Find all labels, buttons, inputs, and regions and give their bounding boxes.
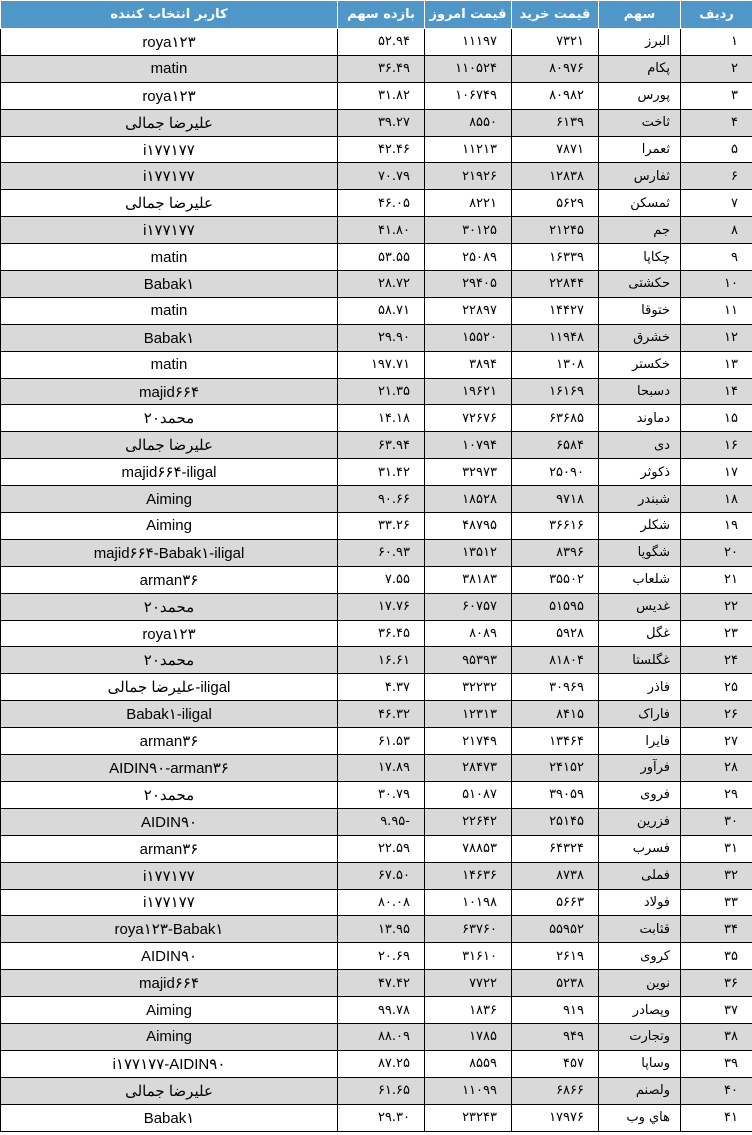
row-number-cell: ۴۰ (681, 1077, 752, 1104)
stock-name-cell: هاي وب (599, 1104, 681, 1131)
buy-price-cell: ۲۱۲۴۵ (512, 217, 599, 244)
row-number-cell: ۱۹ (681, 513, 752, 540)
today-price-cell: ۸۵۵۰ (425, 109, 512, 136)
table-row (1, 835, 752, 862)
table-row (1, 755, 752, 782)
buy-price-cell: ۵۹۲۸ (512, 620, 599, 647)
today-price-cell: ۶۰۷۵۷ (425, 593, 512, 620)
today-price-cell: ۷۲۶۷۶ (425, 405, 512, 432)
row-number-cell: ۲۶ (681, 701, 752, 728)
table-header (1, 1, 752, 29)
stock-name-cell: وپصادر (599, 997, 681, 1024)
row-number-cell: ۲۵ (681, 674, 752, 701)
selecting-user-cell: roya۱۲۳ (1, 82, 338, 109)
today-price-cell: ۱۵۵۲۰ (425, 324, 512, 351)
stock-yield-cell: ۶۱.۶۵ (338, 1077, 425, 1104)
table-row (1, 916, 752, 943)
table-row (1, 271, 752, 298)
stock-name-cell: جم (599, 217, 681, 244)
table-row (1, 889, 752, 916)
selecting-user-cell: arman۳۶ (1, 566, 338, 593)
stock-name-cell: فولاد (599, 889, 681, 916)
selecting-user-cell: محمد۲۰ (1, 781, 338, 808)
today-price-cell: ۱۸۳۶ (425, 997, 512, 1024)
stock-yield-cell: ۹۰.۶۶ (338, 486, 425, 513)
stock-name-cell: ثاخت (599, 109, 681, 136)
table-row (1, 970, 752, 997)
table-row (1, 190, 752, 217)
stock-name-cell: ولصنم (599, 1077, 681, 1104)
buy-price-cell: ۲۶۱۹ (512, 943, 599, 970)
today-price-cell: ۲۸۴۷۳ (425, 755, 512, 782)
buy-price-cell: ۱۱۹۴۸ (512, 324, 599, 351)
table-row (1, 566, 752, 593)
selecting-user-cell: Aiming (1, 997, 338, 1024)
today-price-cell: ۲۲۸۹۷ (425, 297, 512, 324)
table-row (1, 405, 752, 432)
selecting-user-cell: AIDIN۹۰ (1, 943, 338, 970)
today-price-cell: ۱۴۶۳۶ (425, 862, 512, 889)
table-row (1, 297, 752, 324)
table-row (1, 432, 752, 459)
table-row (1, 217, 752, 244)
today-price-cell: ۱۱۱۹۷ (425, 29, 512, 56)
selecting-user-cell: Babak۱ (1, 324, 338, 351)
today-price-cell: ۲۲۶۴۲ (425, 808, 512, 835)
today-price-cell: ۱۸۵۲۸ (425, 486, 512, 513)
buy-price-cell: ۵۶۶۳ (512, 889, 599, 916)
table-row (1, 781, 752, 808)
selecting-user-cell: علیرضا جمالی (1, 190, 338, 217)
today-price-cell: ۱۱۰۹۹ (425, 1077, 512, 1104)
selecting-user-cell: matin (1, 297, 338, 324)
stock-name-cell: غگلستا (599, 647, 681, 674)
row-number-cell: ۲ (681, 55, 752, 82)
today-price-cell: ۲۱۹۲۶ (425, 163, 512, 190)
table-row (1, 82, 752, 109)
buy-price-cell: ۶۸۶۶ (512, 1077, 599, 1104)
table-row (1, 486, 752, 513)
stock-name-cell: فاراک (599, 701, 681, 728)
buy-price-cell: ۶۳۶۸۵ (512, 405, 599, 432)
stock-yield-cell: ۴۶.۳۲ (338, 701, 425, 728)
row-number-cell: ۱ (681, 29, 752, 56)
row-number-cell: ۱۳ (681, 351, 752, 378)
selecting-user-cell: matin (1, 55, 338, 82)
today-price-cell: ۳۸۱۸۳ (425, 566, 512, 593)
table-row (1, 647, 752, 674)
stock-yield-cell: ۲۹.۹۰ (338, 324, 425, 351)
buy-price-cell: ۹۷۱۸ (512, 486, 599, 513)
stock-name-cell: فملی (599, 862, 681, 889)
stock-yield-cell: ۸۸.۰۹ (338, 1023, 425, 1050)
buy-price-cell: ۳۵۵۰۲ (512, 566, 599, 593)
table-row (1, 728, 752, 755)
today-price-cell: ۶۳۷۶۰ (425, 916, 512, 943)
selecting-user-cell: علیرضا جمالی (1, 432, 338, 459)
selecting-user-cell: i۱۷۷۱۷۷ (1, 889, 338, 916)
buy-price-cell: ۹۴۹ (512, 1023, 599, 1050)
buy-price-cell: ۱۶۱۶۹ (512, 378, 599, 405)
table-row (1, 997, 752, 1024)
selecting-user-cell: roya۱۲۳-Babak۱ (1, 916, 338, 943)
today-price-cell: ۷۷۲۲ (425, 970, 512, 997)
today-price-cell: ۲۳۲۴۳ (425, 1104, 512, 1131)
stock-yield-cell: ۶۳.۹۴ (338, 432, 425, 459)
buy-price-cell: ۸۷۳۸ (512, 862, 599, 889)
stock-yield-cell: ۴.۳۷ (338, 674, 425, 701)
stock-name-cell: ثعمرا (599, 136, 681, 163)
header-row (1, 1, 752, 29)
header-today-price: قیمت امروز (425, 1, 512, 29)
stock-yield-cell: ۱۶.۶۱ (338, 647, 425, 674)
stock-name-cell: شلعاب (599, 566, 681, 593)
stock-yield-cell: ۴۷.۴۲ (338, 970, 425, 997)
today-price-cell: ۱۹۶۲۱ (425, 378, 512, 405)
stock-yield-cell: ۴۲.۴۶ (338, 136, 425, 163)
today-price-cell: ۱۰۱۹۸ (425, 889, 512, 916)
stock-yield-cell: ۳۱.۸۲ (338, 82, 425, 109)
selecting-user-cell: arman۳۶ (1, 835, 338, 862)
selecting-user-cell: roya۱۲۳ (1, 620, 338, 647)
selecting-user-cell: majid۶۶۴ (1, 970, 338, 997)
stock-yield-cell: ۳۰.۷۹ (338, 781, 425, 808)
row-number-cell: ۳۳ (681, 889, 752, 916)
stock-yield-cell: ۲۸.۷۲ (338, 271, 425, 298)
table-row (1, 1077, 752, 1104)
buy-price-cell: ۱۶۳۳۹ (512, 244, 599, 271)
row-number-cell: ۳ (681, 82, 752, 109)
row-number-cell: ۲۹ (681, 781, 752, 808)
stock-name-cell: چکاپا (599, 244, 681, 271)
row-number-cell: ۲۲ (681, 593, 752, 620)
today-price-cell: ۱۱۰۵۲۴ (425, 55, 512, 82)
stock-yield-cell: ۳۳.۲۶ (338, 513, 425, 540)
selecting-user-cell: i۱۷۷۱۷۷ (1, 862, 338, 889)
stock-name-cell: خشرق (599, 324, 681, 351)
row-number-cell: ۱۷ (681, 459, 752, 486)
stock-name-cell: فاذر (599, 674, 681, 701)
selecting-user-cell: matin (1, 244, 338, 271)
row-number-cell: ۱۰ (681, 271, 752, 298)
buy-price-cell: ۲۴۱۵۲ (512, 755, 599, 782)
stock-name-cell: ثمسکن (599, 190, 681, 217)
stock-name-cell: فایرا (599, 728, 681, 755)
selecting-user-cell: majid۶۶۴-Babak۱-iligal (1, 539, 338, 566)
today-price-cell: ۹۵۳۹۳ (425, 647, 512, 674)
stock-name-cell: دی (599, 432, 681, 459)
row-number-cell: ۱۲ (681, 324, 752, 351)
selecting-user-cell: Babak۱-iligal (1, 701, 338, 728)
stock-yield-cell: ۷۰.۷۹ (338, 163, 425, 190)
buy-price-cell: ۱۲۸۳۸ (512, 163, 599, 190)
stock-yield-cell: ۳۱.۴۲ (338, 459, 425, 486)
stock-name-cell: وتجارت (599, 1023, 681, 1050)
today-price-cell: ۱۷۸۵ (425, 1023, 512, 1050)
table-row (1, 701, 752, 728)
stock-name-cell: نوین (599, 970, 681, 997)
row-number-cell: ۳۹ (681, 1050, 752, 1077)
selecting-user-cell: matin (1, 351, 338, 378)
selecting-user-cell: roya۱۲۳ (1, 29, 338, 56)
buy-price-cell: ۶۱۳۹ (512, 109, 599, 136)
selecting-user-cell: arman۳۶ (1, 728, 338, 755)
stock-yield-cell: ۱۹۷.۷۱ (338, 351, 425, 378)
selecting-user-cell: majid۶۶۴ (1, 378, 338, 405)
row-number-cell: ۱۴ (681, 378, 752, 405)
selecting-user-cell: علیرضا جمالی-iligal (1, 674, 338, 701)
selecting-user-cell: Babak۱ (1, 271, 338, 298)
stock-yield-cell: ۵۲.۹۴ (338, 29, 425, 56)
today-price-cell: ۴۸۷۹۵ (425, 513, 512, 540)
header-buy-price: قیمت خرید (512, 1, 599, 29)
row-number-cell: ۱۸ (681, 486, 752, 513)
today-price-cell: ۳۰۱۲۵ (425, 217, 512, 244)
stock-name-cell: کروی (599, 943, 681, 970)
buy-price-cell: ۱۴۴۲۷ (512, 297, 599, 324)
selecting-user-cell: AIDIN۹۰-arman۳۶ (1, 755, 338, 782)
selecting-user-cell: Aiming (1, 486, 338, 513)
today-price-cell: ۸۲۲۱ (425, 190, 512, 217)
header-stock: سهم (599, 1, 681, 29)
stock-yield-cell: ۳۶.۴۹ (338, 55, 425, 82)
table-row (1, 459, 752, 486)
row-number-cell: ۲۰ (681, 539, 752, 566)
stock-name-cell: شکلر (599, 513, 681, 540)
buy-price-cell: ۳۰۹۶۹ (512, 674, 599, 701)
buy-price-cell: ۴۵۷ (512, 1050, 599, 1077)
today-price-cell: ۸۵۵۹ (425, 1050, 512, 1077)
today-price-cell: ۵۱۰۸۷ (425, 781, 512, 808)
stock-yield-cell: ۶۷.۵۰ (338, 862, 425, 889)
stock-name-cell: فسرب (599, 835, 681, 862)
row-number-cell: ۳۲ (681, 862, 752, 889)
buy-price-cell: ۱۳۴۶۴ (512, 728, 599, 755)
row-number-cell: ۳۴ (681, 916, 752, 943)
stock-yield-cell: ۴۱.۸۰ (338, 217, 425, 244)
stock-name-cell: حکشتی (599, 271, 681, 298)
stock-name-cell: فزرین (599, 808, 681, 835)
table-row (1, 55, 752, 82)
table-row (1, 378, 752, 405)
table-row (1, 620, 752, 647)
buy-price-cell: ۵۲۳۸ (512, 970, 599, 997)
today-price-cell: ۱۰۶۷۴۹ (425, 82, 512, 109)
table-row (1, 862, 752, 889)
table-row (1, 29, 752, 56)
stock-name-cell: فرآور (599, 755, 681, 782)
table-row (1, 136, 752, 163)
today-price-cell: ۲۹۴۰۵ (425, 271, 512, 298)
selecting-user-cell: AIDIN۹۰ (1, 808, 338, 835)
row-number-cell: ۲۴ (681, 647, 752, 674)
table-row (1, 163, 752, 190)
selecting-user-cell: علیرضا جمالی (1, 109, 338, 136)
today-price-cell: ۳۸۹۴ (425, 351, 512, 378)
stock-name-cell: البرز (599, 29, 681, 56)
stock-yield-cell: ۱۷.۸۹ (338, 755, 425, 782)
today-price-cell: ۲۱۷۴۹ (425, 728, 512, 755)
buy-price-cell: ۸۰۹۸۲ (512, 82, 599, 109)
selecting-user-cell: Aiming (1, 1023, 338, 1050)
stock-name-cell: پکام (599, 55, 681, 82)
stock-name-cell: ذکوثر (599, 459, 681, 486)
header-stock-yield: بازده سهم (338, 1, 425, 29)
table-row (1, 1104, 752, 1131)
stock-name-cell: پورس (599, 82, 681, 109)
selecting-user-cell: علیرضا جمالی (1, 1077, 338, 1104)
selecting-user-cell: i۱۷۷۱۷۷ (1, 163, 338, 190)
buy-price-cell: ۸۱۸۰۴ (512, 647, 599, 674)
buy-price-cell: ۵۶۲۹ (512, 190, 599, 217)
row-number-cell: ۸ (681, 217, 752, 244)
row-number-cell: ۲۳ (681, 620, 752, 647)
stock-name-cell: فروی (599, 781, 681, 808)
row-number-cell: ۳۰ (681, 808, 752, 835)
today-price-cell: ۱۳۵۱۲ (425, 539, 512, 566)
stock-yield-cell: ۵۸.۷۱ (338, 297, 425, 324)
row-number-cell: ۱۱ (681, 297, 752, 324)
row-number-cell: ۴ (681, 109, 752, 136)
buy-price-cell: ۹۱۹ (512, 997, 599, 1024)
selecting-user-cell: محمد۲۰ (1, 405, 338, 432)
selecting-user-cell: i۱۷۷۱۷۷-AIDIN۹۰ (1, 1050, 338, 1077)
row-number-cell: ۷ (681, 190, 752, 217)
selecting-user-cell: محمد۲۰ (1, 593, 338, 620)
today-price-cell: ۳۲۲۳۲ (425, 674, 512, 701)
stock-name-cell: شبندر (599, 486, 681, 513)
today-price-cell: ۲۵۰۸۹ (425, 244, 512, 271)
table-row (1, 539, 752, 566)
table-row (1, 513, 752, 540)
buy-price-cell: ۲۵۱۴۵ (512, 808, 599, 835)
buy-price-cell: ۳۶۶۱۶ (512, 513, 599, 540)
row-number-cell: ۳۶ (681, 970, 752, 997)
header-row-number: ردیف (681, 1, 752, 29)
table-row (1, 593, 752, 620)
row-number-cell: ۵ (681, 136, 752, 163)
table-row (1, 943, 752, 970)
stock-yield-cell: ۹۹.۷۸ (338, 997, 425, 1024)
selecting-user-cell: i۱۷۷۱۷۷ (1, 136, 338, 163)
stock-yield-cell: ۲۲.۵۹ (338, 835, 425, 862)
row-number-cell: ۶ (681, 163, 752, 190)
buy-price-cell: ۱۷۹۷۶ (512, 1104, 599, 1131)
stock-name-cell: دسبحا (599, 378, 681, 405)
table-row (1, 244, 752, 271)
stock-name-cell: غگل (599, 620, 681, 647)
table-row (1, 1050, 752, 1077)
row-number-cell: ۳۵ (681, 943, 752, 970)
stock-name-cell: دماوند (599, 405, 681, 432)
today-price-cell: ۱۲۳۱۳ (425, 701, 512, 728)
stock-yield-cell: ۶۱.۵۳ (338, 728, 425, 755)
stock-name-cell: خکستر (599, 351, 681, 378)
stock-yield-cell: ۲۹.۳۰ (338, 1104, 425, 1131)
buy-price-cell: ۳۹۰۵۹ (512, 781, 599, 808)
buy-price-cell: ۵۱۵۹۵ (512, 593, 599, 620)
table-row (1, 109, 752, 136)
row-number-cell: ۳۸ (681, 1023, 752, 1050)
stock-yield-cell: ۲۰.۶۹ (338, 943, 425, 970)
today-price-cell: ۳۲۹۷۳ (425, 459, 512, 486)
buy-price-cell: ۸۴۱۵ (512, 701, 599, 728)
selecting-user-cell: Babak۱ (1, 1104, 338, 1131)
table-body (1, 29, 752, 1132)
stock-yield-cell: -۹.۹۵ (338, 808, 425, 835)
selecting-user-cell: majid۶۶۴-iligal (1, 459, 338, 486)
row-number-cell: ۹ (681, 244, 752, 271)
buy-price-cell: ۵۵۹۵۲ (512, 916, 599, 943)
stock-yield-cell: ۵۳.۵۵ (338, 244, 425, 271)
stock-yield-cell: ۱۴.۱۸ (338, 405, 425, 432)
buy-price-cell: ۷۳۲۱ (512, 29, 599, 56)
stock-yield-cell: ۴۶.۰۵ (338, 190, 425, 217)
stock-yield-cell: ۱۷.۷۶ (338, 593, 425, 620)
stock-yield-cell: ۶۰.۹۳ (338, 539, 425, 566)
stock-name-cell: ختوقا (599, 297, 681, 324)
stock-yield-cell: ۸۷.۲۵ (338, 1050, 425, 1077)
buy-price-cell: ۷۸۷۱ (512, 136, 599, 163)
selecting-user-cell: i۱۷۷۱۷۷ (1, 217, 338, 244)
stock-name-cell: شگویا (599, 539, 681, 566)
stock-yield-cell: ۱۳.۹۵ (338, 916, 425, 943)
selecting-user-cell: محمد۲۰ (1, 647, 338, 674)
row-number-cell: ۱۵ (681, 405, 752, 432)
stock-yield-cell: ۸۰.۰۸ (338, 889, 425, 916)
today-price-cell: ۸۰۸۹ (425, 620, 512, 647)
row-number-cell: ۲۱ (681, 566, 752, 593)
buy-price-cell: ۶۵۸۴ (512, 432, 599, 459)
stock-name-cell: ثفارس (599, 163, 681, 190)
buy-price-cell: ۸۰۹۷۶ (512, 55, 599, 82)
today-price-cell: ۱۱۲۱۳ (425, 136, 512, 163)
row-number-cell: ۱۶ (681, 432, 752, 459)
row-number-cell: ۳۱ (681, 835, 752, 862)
table-row (1, 674, 752, 701)
stock-yield-cell: ۳۹.۲۷ (338, 109, 425, 136)
today-price-cell: ۱۰۷۹۴ (425, 432, 512, 459)
stock-yield-cell: ۳۶.۴۵ (338, 620, 425, 647)
today-price-cell: ۷۸۸۵۳ (425, 835, 512, 862)
header-selecting-user: کاربر انتخاب کننده (1, 1, 338, 29)
table-row (1, 351, 752, 378)
selecting-user-cell: Aiming (1, 513, 338, 540)
buy-price-cell: ۱۳۰۸ (512, 351, 599, 378)
today-price-cell: ۳۱۶۱۰ (425, 943, 512, 970)
table-row (1, 808, 752, 835)
buy-price-cell: ۶۴۳۲۴ (512, 835, 599, 862)
stock-yield-cell: ۲۱.۳۵ (338, 378, 425, 405)
buy-price-cell: ۸۳۹۶ (512, 539, 599, 566)
buy-price-cell: ۲۵۰۹۰ (512, 459, 599, 486)
row-number-cell: ۲۷ (681, 728, 752, 755)
table-row (1, 1023, 752, 1050)
stock-name-cell: قثابت (599, 916, 681, 943)
table-row (1, 324, 752, 351)
row-number-cell: ۴۱ (681, 1104, 752, 1131)
row-number-cell: ۲۸ (681, 755, 752, 782)
row-number-cell: ۳۷ (681, 997, 752, 1024)
buy-price-cell: ۲۲۸۴۴ (512, 271, 599, 298)
stock-name-cell: وساپا (599, 1050, 681, 1077)
stock-yield-cell: ۷.۵۵ (338, 566, 425, 593)
stock-name-cell: غدیس (599, 593, 681, 620)
